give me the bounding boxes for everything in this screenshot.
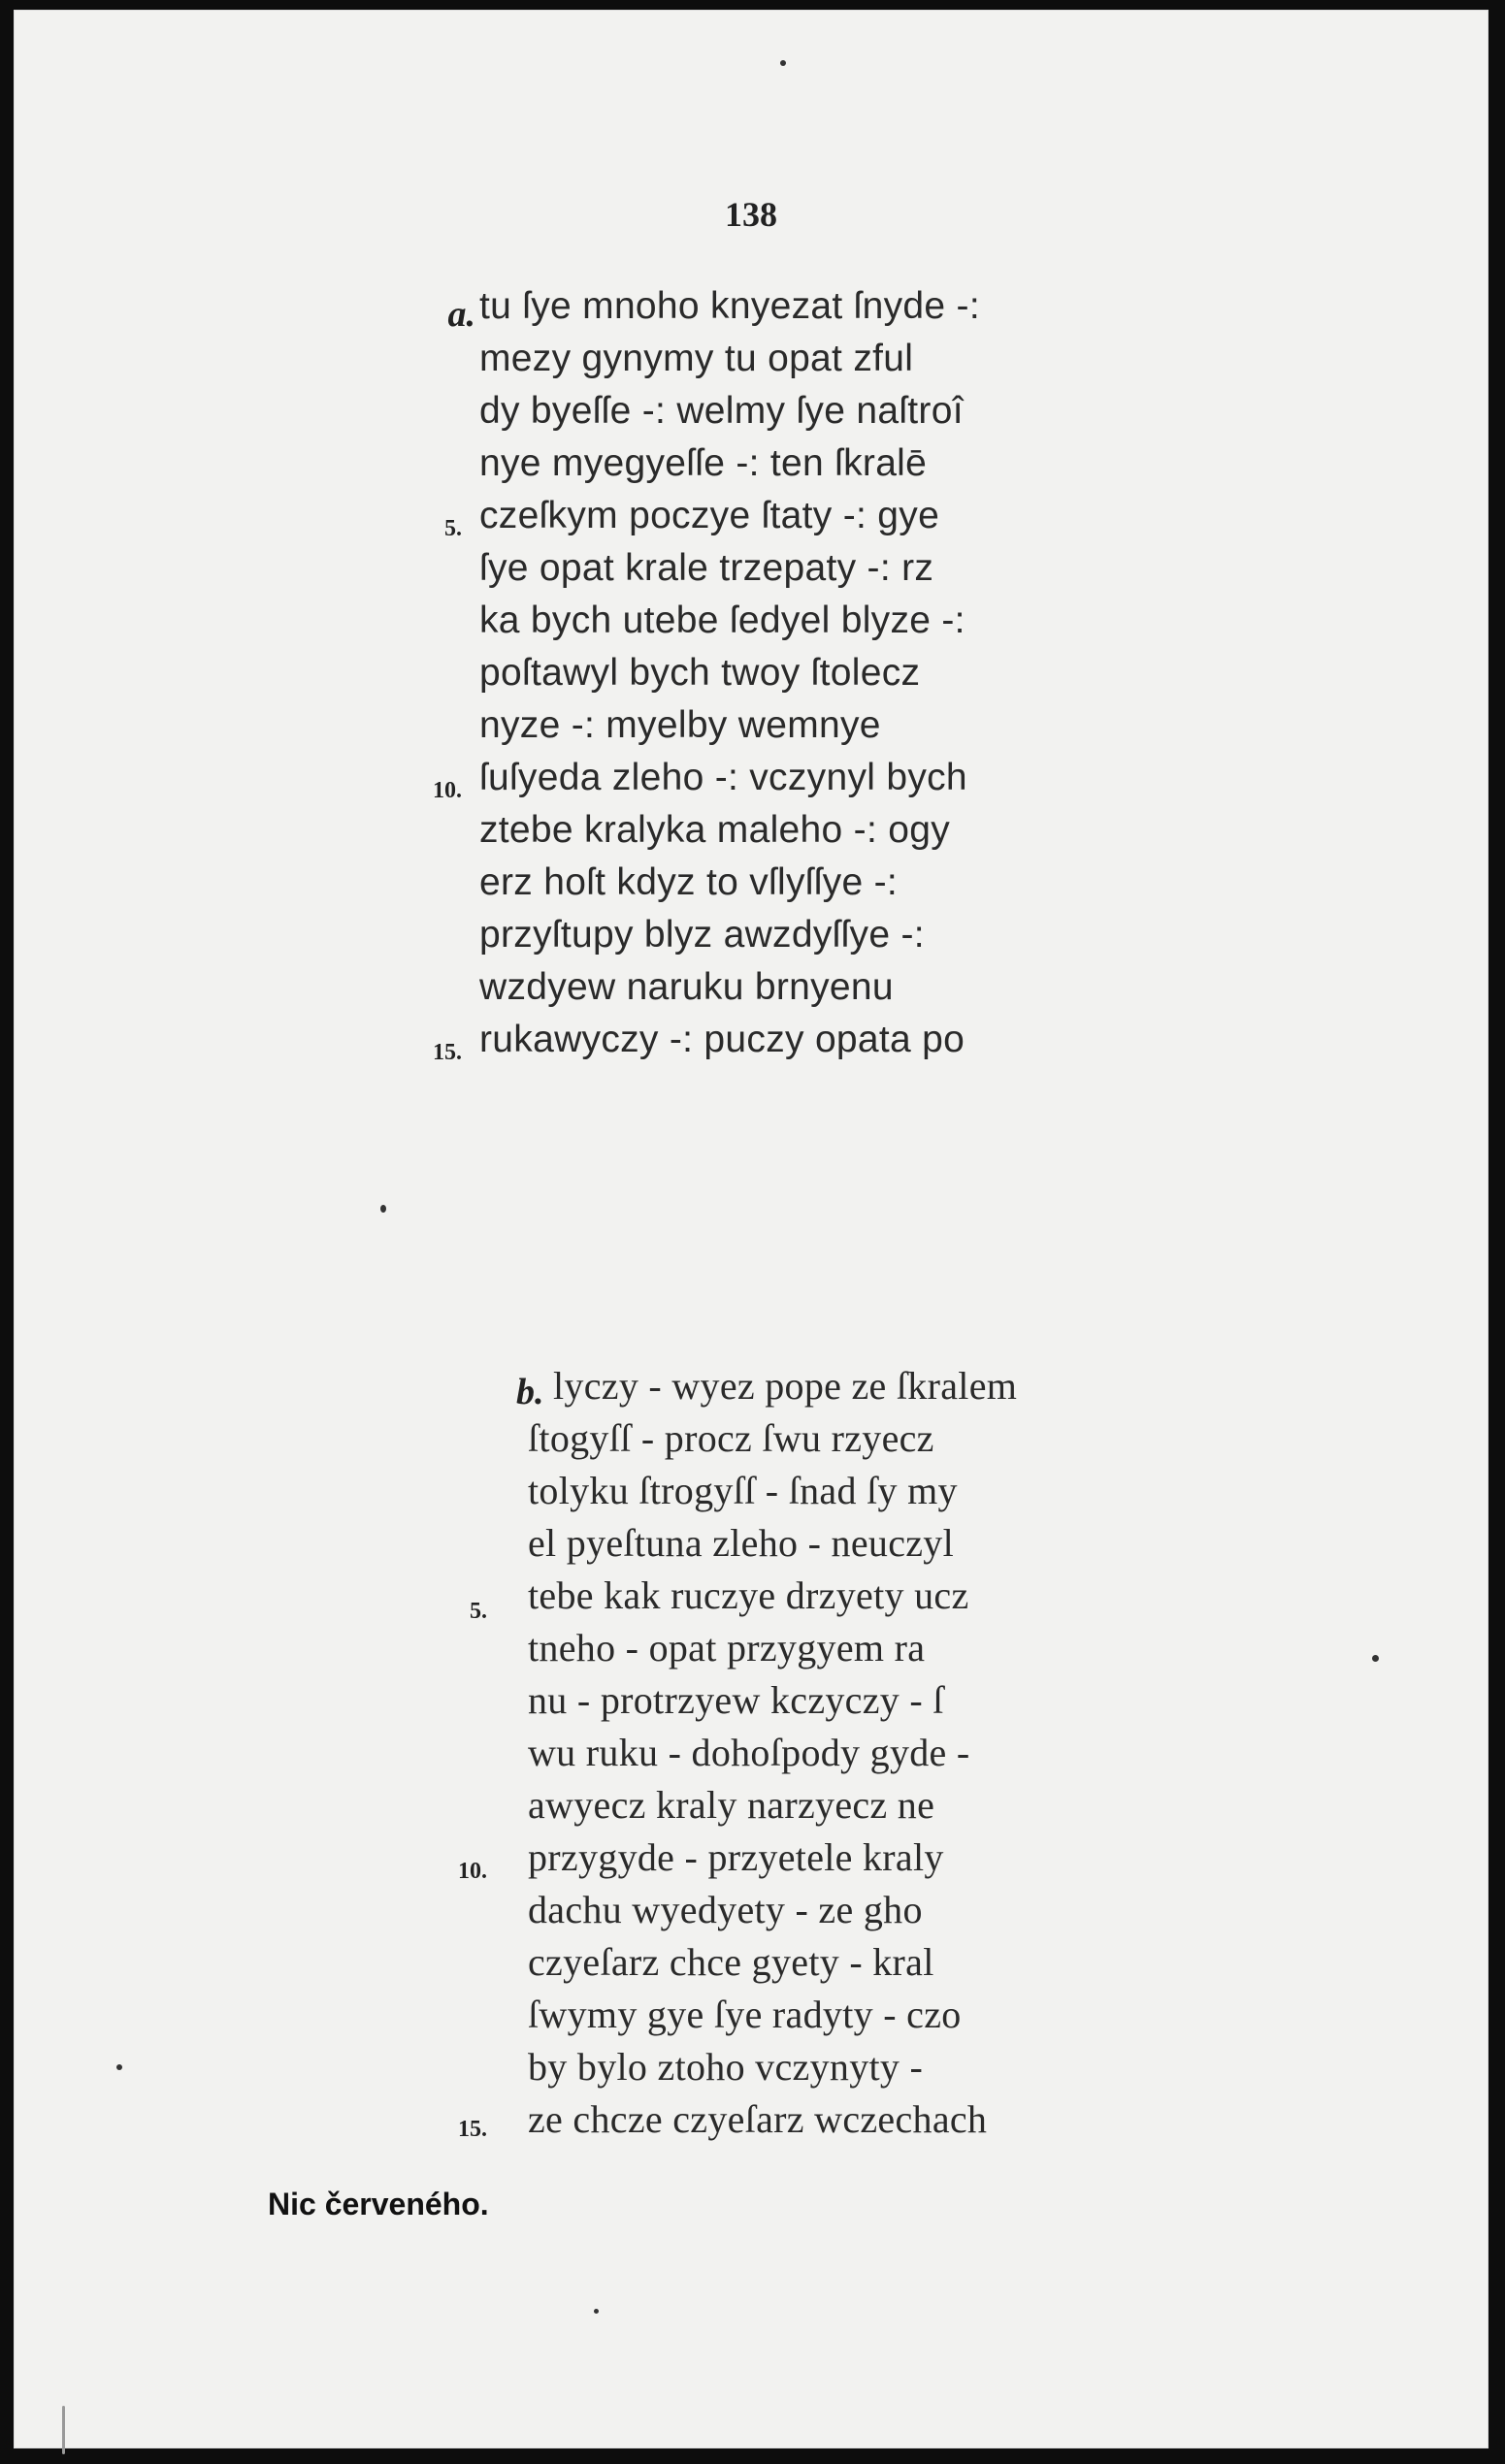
verse-line-a-4: nye myegyeſſe -: ten ſkralē: [479, 442, 928, 484]
scan-speck: [380, 1205, 386, 1213]
verse-line-b-9: awyecz kraly narzyecz ne: [528, 1783, 935, 1827]
line-number-b-10: 10.: [458, 1859, 487, 1884]
verse-line-a-8: poſtawyl bych twoy ſtolecz: [479, 652, 921, 694]
verse-line-b-7: nu - protrzyew kczyczy - ſ: [528, 1678, 944, 1722]
line-number-a-15: 15.: [433, 1040, 462, 1065]
scan-speck: [780, 60, 786, 66]
page-number: 138: [725, 195, 777, 234]
verse-line-b-14: by bylo ztoho vczynyty -: [528, 2045, 924, 2089]
verse-line-a-11: ztebe kralyka maleho -: ogy: [479, 809, 950, 851]
verse-line-b-11: dachu wyedyety - ze gho: [528, 1888, 923, 1931]
verse-line-b-2: ſtogyſſ - procz ſwu rzyecz: [528, 1416, 934, 1460]
verse-line-b-4: el pyeſtuna zleho - neuczyl: [528, 1521, 955, 1565]
verse-line-b-6: tneho - opat przygyem ra: [528, 1626, 926, 1670]
verse-line-b-1: lyczy - wyez pope ze ſkralem: [553, 1364, 1018, 1408]
line-number-a-5: 5.: [444, 516, 462, 541]
verse-line-b-15: ze chcze czyeſarz wczechach: [528, 2097, 988, 2141]
verse-line-b-3: tolyku ſtrogyſſ - ſnad ſy my: [528, 1469, 958, 1512]
verse-line-a-1: tu ſye mnoho knyezat ſnyde -:: [479, 285, 980, 327]
scan-speck: [62, 2406, 65, 2454]
scan-speck: [1372, 1655, 1379, 1662]
verse-line-b-10: przygyde - przyetele kraly: [528, 1835, 944, 1879]
verse-line-a-15: rukawyczy -: puczy opata po: [479, 1019, 965, 1060]
verse-line-a-3: dy byeſſe -: welmy ſye naſtroî: [479, 390, 964, 432]
line-number-a-10: 10.: [433, 778, 462, 803]
footnote: Nic červeného.: [268, 2187, 489, 2221]
verse-line-a-14: wzdyew naruku brnyenu: [479, 966, 894, 1008]
verse-line-b-12: czyeſarz chce gyety - kral: [528, 1940, 934, 1984]
verse-line-a-7: ka bych utebe ſedyel blyze -:: [479, 600, 965, 641]
verse-line-b-8: wu ruku - dohoſpody gyde -: [528, 1731, 970, 1774]
line-number-b-15: 15.: [458, 2117, 487, 2142]
verse-line-a-12: erz hoſt kdyz to vſlyſſye -:: [479, 861, 899, 903]
section-a-letter: a.: [447, 294, 475, 335]
verse-line-a-5: czeſkym poczye ſtaty -: gye: [479, 495, 940, 536]
scan-speck: [594, 2309, 599, 2314]
document-page: [14, 10, 1489, 2448]
verse-line-a-9: nyze -: myelby wemnye: [479, 704, 881, 746]
section-b-letter: b.: [516, 1372, 544, 1412]
scan-speck: [116, 2064, 122, 2070]
verse-line-a-2: mezy gynymy tu opat zful: [479, 338, 914, 379]
verse-line-b-5: tebe kak ruczye drzyety ucz: [528, 1573, 969, 1617]
verse-line-a-6: ſye opat krale trzepaty -: rz: [479, 547, 934, 589]
verse-line-a-13: przyſtupy blyz awzdyſſye -:: [479, 914, 925, 956]
verse-line-b-13: ſwymy gye ſye radyty - czo: [528, 1993, 962, 2036]
verse-line-a-10: ſuſyeda zleho -: vczynyl bych: [479, 757, 967, 798]
line-number-b-5: 5.: [470, 1599, 487, 1624]
